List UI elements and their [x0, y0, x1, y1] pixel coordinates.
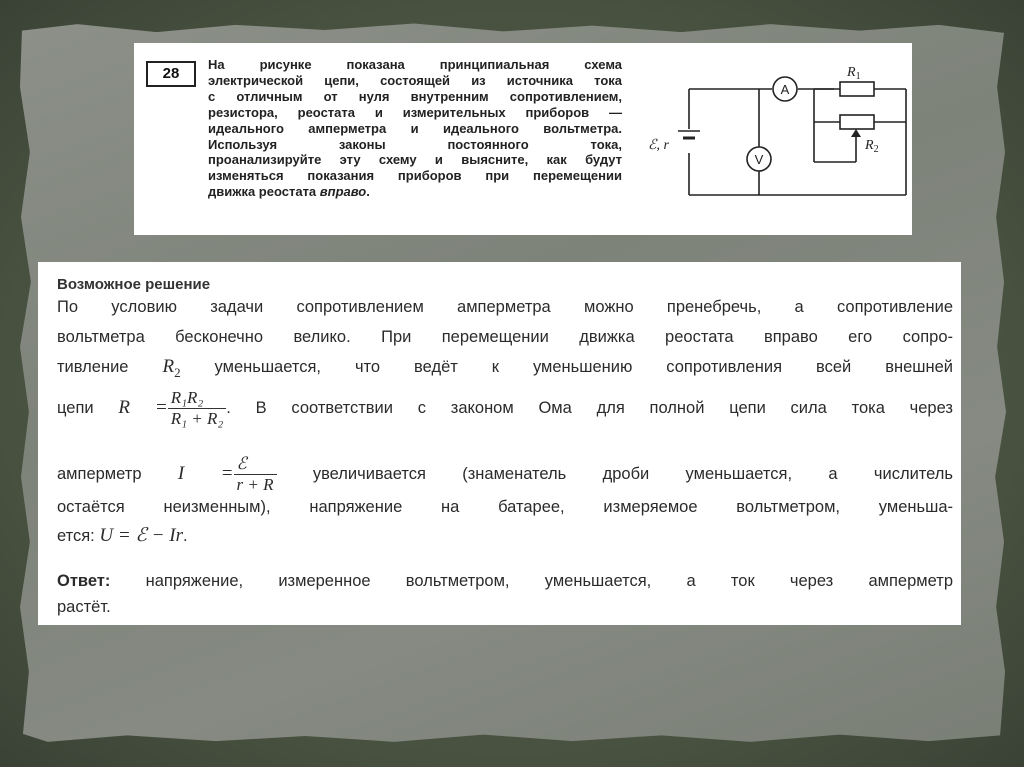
solution-line-2: вольтметра бесконечно велико. При перемещении движка реостата вправо его сопро-	[57, 328, 953, 346]
problem-statement	[208, 57, 622, 200]
equation-r: R =	[118, 396, 168, 418]
voltmeter-label: V	[754, 152, 764, 167]
rheostat-slider-arrow	[851, 129, 861, 137]
problem-card	[134, 43, 912, 235]
circuit-diagram	[648, 59, 904, 229]
ammeter-label: A	[780, 82, 790, 97]
text-fragment: тивление	[57, 358, 129, 376]
text-fragment: амперметр	[57, 464, 142, 483]
text-fragment: .	[182, 527, 188, 545]
solution-line-4	[57, 388, 953, 429]
problem-emphasis: вправо	[319, 184, 367, 200]
problem-line: электрической цепи, состоящей из источника тока	[208, 72, 622, 88]
answer-text: напряжение, измеренное вольтметром, уменьшается, а ток через амперметр	[110, 572, 953, 590]
equation-i: I =	[177, 462, 234, 484]
equation-u: U = ℰ − Ir	[99, 525, 183, 546]
solution-line-3	[57, 356, 953, 381]
problem-line: На рисунке показана принципиальная схема	[208, 57, 622, 72]
text-fragment: цепи	[57, 398, 94, 417]
answer-label: Ответ:	[57, 572, 111, 590]
problem-line: идеального амперметра и идеального вольтметра.	[208, 120, 622, 136]
solution-line-5	[57, 454, 953, 495]
r1-label: $R_1$	[847, 65, 861, 82]
problem-last-punct: .	[366, 184, 370, 200]
problem-number: 28	[146, 61, 196, 87]
text-fragment: уменьшается, что ведёт к уменьшению сопротивления всей внешней	[214, 358, 954, 376]
text-fragment: ется:	[57, 527, 95, 545]
solution-line-1: По условию задачи сопротивлением амперметра можно пренебречь, а сопротивление	[57, 298, 953, 316]
answer-line-1	[57, 572, 953, 591]
problem-line: с отличным от нуля внутренним сопротивлением,	[208, 88, 622, 104]
r2-label: $R_2$	[865, 138, 879, 155]
solution-heading: Возможное решение	[57, 276, 211, 293]
solution-card	[38, 262, 961, 625]
problem-line: Используя законы постоянного тока,	[208, 136, 622, 152]
problem-line-last	[208, 184, 622, 200]
fraction-ohm-law: $\frac{\text{ℰ}}{r + R}$	[234, 454, 277, 495]
problem-last-text: движка реостата	[208, 184, 320, 200]
source-label: ℰ, r	[648, 138, 669, 153]
solution-line-6: остаётся неизменным), напряжение на батарее, измеряемое вольтметром, уменьша-	[57, 498, 953, 516]
solution-line-7	[57, 524, 953, 547]
problem-line: резистора, реостата и измерительных приборов —	[208, 104, 622, 120]
text-fragment: увеличивается (знаменатель дроби уменьшается, а числитель	[312, 464, 954, 483]
answer-line-2: растёт.	[57, 598, 111, 616]
fraction-total-resistance: $\frac{\text{R₁R₂}}{\text{R₁ + R₂}}$	[168, 388, 227, 429]
variable-r2: $R_2$	[162, 356, 181, 380]
text-fragment: . В соответствии с законом Ома для полной цепи сила тока через	[226, 398, 953, 417]
problem-line: проанализируйте эту схему и выясните, как будут	[208, 152, 622, 168]
problem-line: изменяться показания приборов при перемещении	[208, 168, 622, 184]
